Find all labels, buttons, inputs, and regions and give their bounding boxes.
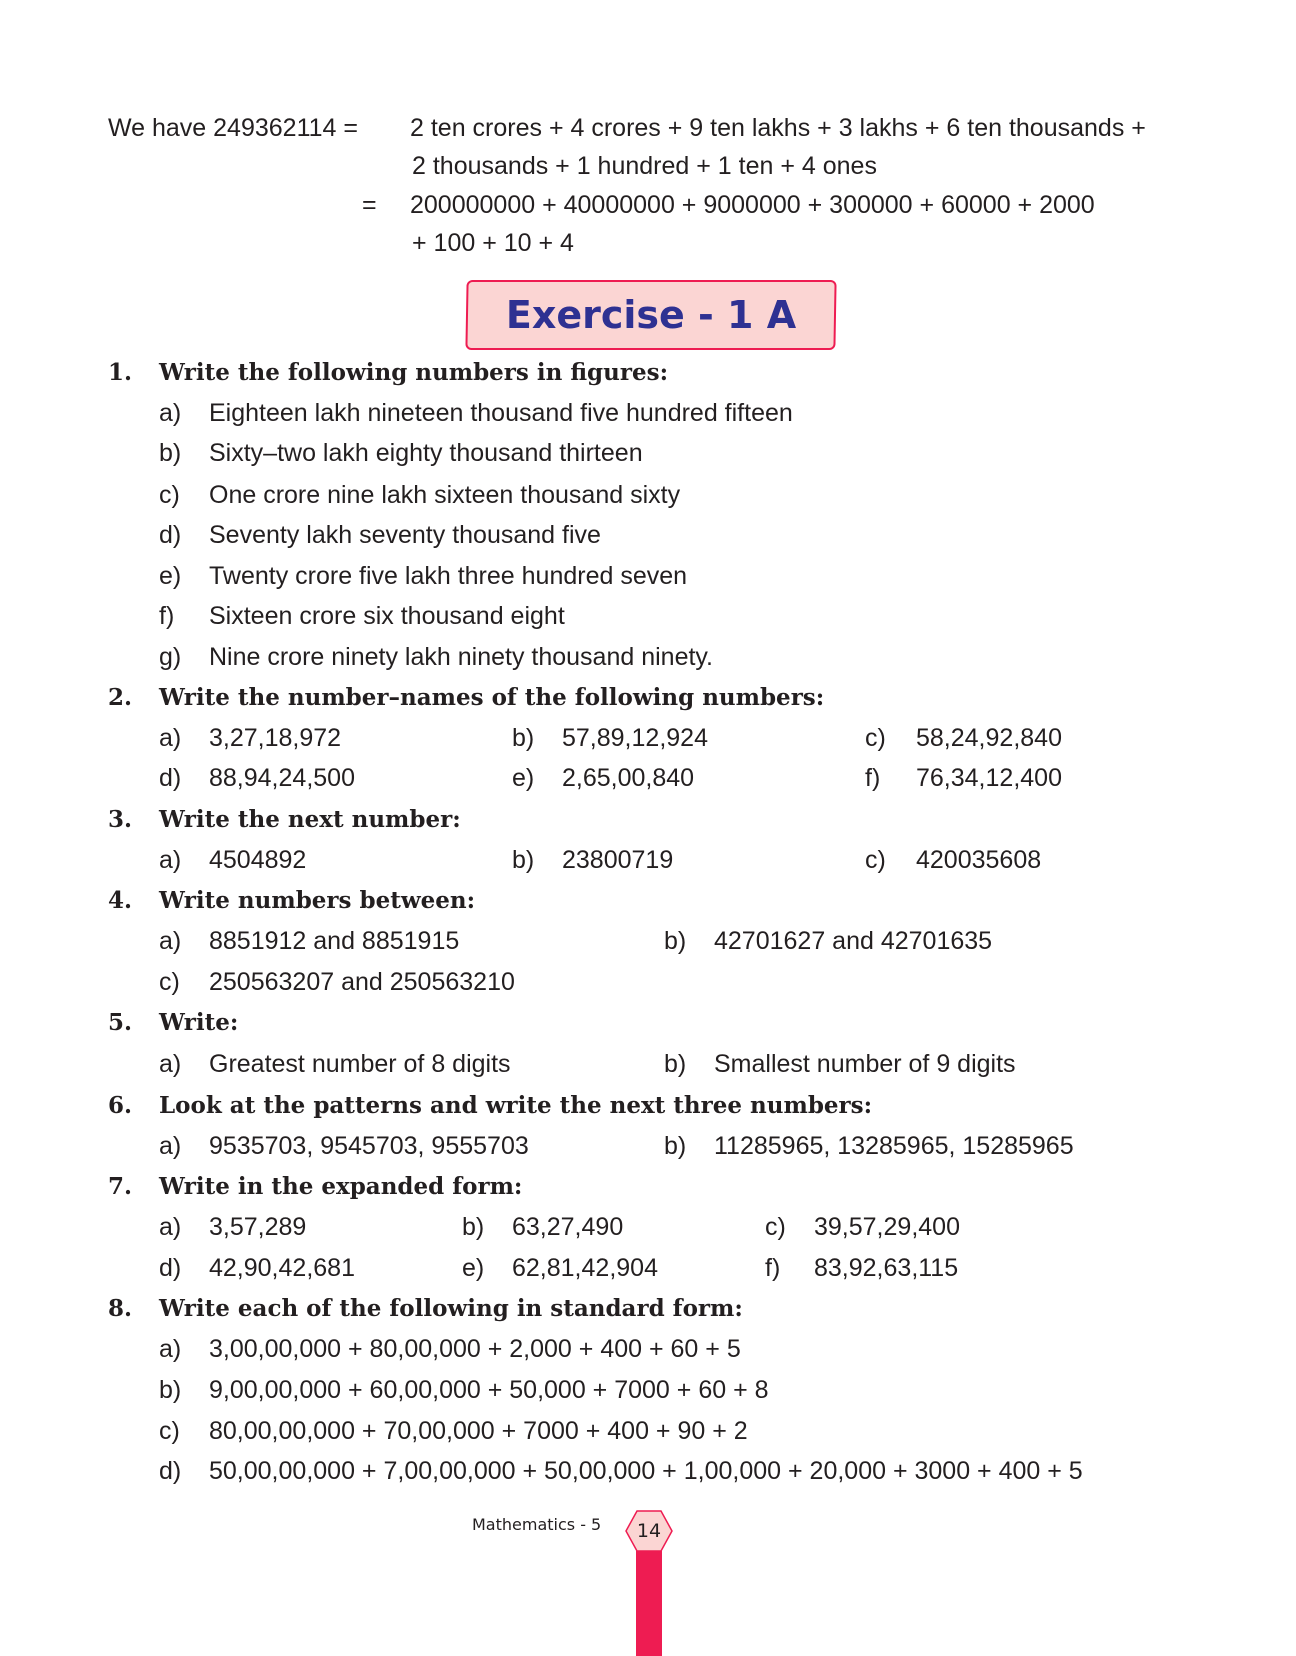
item-text: 9535703, 9545703, 9555703 xyxy=(209,1132,529,1160)
item-label: b) xyxy=(512,724,535,752)
question-text: Write: xyxy=(159,1009,239,1036)
footer-book-title: Mathematics - 5 xyxy=(472,1515,602,1534)
item-text: Nine crore ninety lakh ninety thousand ninety. xyxy=(209,643,714,671)
intro-lead: We have 249362114 = xyxy=(108,114,358,142)
item-label: a) xyxy=(159,1335,182,1363)
exercise-title: Exercise - 1 A xyxy=(505,293,797,337)
item-text: 58,24,92,840 xyxy=(916,724,1062,752)
item-label: c) xyxy=(765,1213,786,1241)
item-text: 250563207 and 250563210 xyxy=(209,968,515,996)
item-label: b) xyxy=(159,1376,182,1404)
item-label: c) xyxy=(159,481,180,509)
item-label: a) xyxy=(159,1050,182,1078)
intro-equals: = xyxy=(362,191,377,219)
item-text: 4504892 xyxy=(209,846,307,874)
question-number: 8. xyxy=(108,1295,133,1322)
question-text: Write the number–names of the following numbers: xyxy=(159,684,825,711)
item-label: d) xyxy=(159,521,182,549)
item-text: 50,00,00,000 + 7,00,00,000 + 50,00,000 + 1,00,000 + 20,000 + 3000 + 400 + 5 xyxy=(209,1457,1083,1485)
question-number: 3. xyxy=(108,806,133,833)
item-label: g) xyxy=(159,643,182,671)
item-label: e) xyxy=(159,562,182,590)
question-text: Write the following numbers in figures: xyxy=(159,359,669,386)
item-text: 3,57,289 xyxy=(209,1213,307,1241)
item-text: 3,00,00,000 + 80,00,000 + 2,000 + 400 + 60 + 5 xyxy=(209,1335,741,1363)
question-text: Write numbers between: xyxy=(159,887,476,914)
item-label: a) xyxy=(159,1132,182,1160)
item-text: 3,27,18,972 xyxy=(209,724,342,752)
item-label: b) xyxy=(664,927,687,955)
item-label: f) xyxy=(765,1254,781,1282)
item-label: d) xyxy=(159,764,182,792)
question-number: 6. xyxy=(108,1092,133,1119)
item-text: Greatest number of 8 digits xyxy=(209,1050,511,1078)
item-text: 57,89,12,924 xyxy=(562,724,708,752)
question-text: Write each of the following in standard form: xyxy=(159,1295,743,1322)
item-label: c) xyxy=(159,968,180,996)
item-text: 62,81,42,904 xyxy=(512,1254,658,1282)
item-text: 63,27,490 xyxy=(512,1213,624,1241)
question-text: Look at the patterns and write the next three numbers: xyxy=(159,1092,873,1119)
item-label: a) xyxy=(159,927,182,955)
item-text: 88,94,24,500 xyxy=(209,764,355,792)
item-text: 80,00,00,000 + 70,00,000 + 7000 + 400 + 90 + 2 xyxy=(209,1417,748,1445)
item-label: b) xyxy=(664,1050,687,1078)
item-label: a) xyxy=(159,724,182,752)
item-text: 2,65,00,840 xyxy=(562,764,695,792)
item-text: 23800719 xyxy=(562,846,674,874)
item-text: 42701627 and 42701635 xyxy=(714,927,993,955)
item-label: b) xyxy=(159,439,182,467)
item-text: 76,34,12,400 xyxy=(916,764,1062,792)
item-text: Sixteen crore six thousand eight xyxy=(209,602,565,630)
item-label: b) xyxy=(462,1213,485,1241)
item-label: d) xyxy=(159,1254,182,1282)
item-label: b) xyxy=(664,1132,687,1160)
question-number: 2. xyxy=(108,684,133,711)
item-label: d) xyxy=(159,1457,182,1485)
question-number: 7. xyxy=(108,1173,133,1200)
item-text: Eighteen lakh nineteen thousand five hundred fifteen xyxy=(209,399,793,427)
item-text: 9,00,00,000 + 60,00,000 + 50,000 + 7000 + 60 + 8 xyxy=(209,1376,769,1404)
question-number: 1. xyxy=(108,359,133,386)
intro-line: + 100 + 10 + 4 xyxy=(412,229,574,257)
intro-line: 200000000 + 40000000 + 9000000 + 300000 + 60000 + 2000 xyxy=(410,191,1095,219)
item-label: e) xyxy=(462,1254,485,1282)
item-label: a) xyxy=(159,399,182,427)
question-number: 4. xyxy=(108,887,133,914)
item-label: c) xyxy=(159,1417,180,1445)
item-text: Sixty–two lakh eighty thousand thirteen xyxy=(209,439,643,467)
item-text: One crore nine lakh sixteen thousand sixty xyxy=(209,481,681,509)
question-text: Write in the expanded form: xyxy=(159,1173,523,1200)
item-text: 39,57,29,400 xyxy=(814,1213,960,1241)
item-text: 420035608 xyxy=(916,846,1042,874)
item-label: e) xyxy=(512,764,535,792)
item-label: c) xyxy=(865,846,886,874)
intro-line: 2 thousands + 1 hundred + 1 ten + 4 ones xyxy=(412,152,877,180)
page-number: 14 xyxy=(636,1520,662,1542)
item-label: c) xyxy=(865,724,886,752)
footer-accent-bar xyxy=(636,1551,662,1656)
question-text: Write the next number: xyxy=(159,806,461,833)
item-text: Twenty crore five lakh three hundred seven xyxy=(209,562,688,590)
intro-line: 2 ten crores + 4 crores + 9 ten lakhs + 3 lakhs + 6 ten thousands + xyxy=(410,114,1146,142)
item-label: a) xyxy=(159,846,182,874)
item-label: f) xyxy=(865,764,881,792)
item-label: a) xyxy=(159,1213,182,1241)
item-text: 8851912 and 8851915 xyxy=(209,927,460,955)
item-label: f) xyxy=(159,602,175,630)
item-text: 42,90,42,681 xyxy=(209,1254,355,1282)
item-text: 83,92,63,115 xyxy=(814,1254,959,1282)
question-number: 5. xyxy=(108,1009,133,1036)
item-text: Seventy lakh seventy thousand five xyxy=(209,521,601,549)
item-label: b) xyxy=(512,846,535,874)
item-text: Smallest number of 9 digits xyxy=(714,1050,1016,1078)
item-text: 11285965, 13285965, 15285965 xyxy=(714,1132,1074,1160)
